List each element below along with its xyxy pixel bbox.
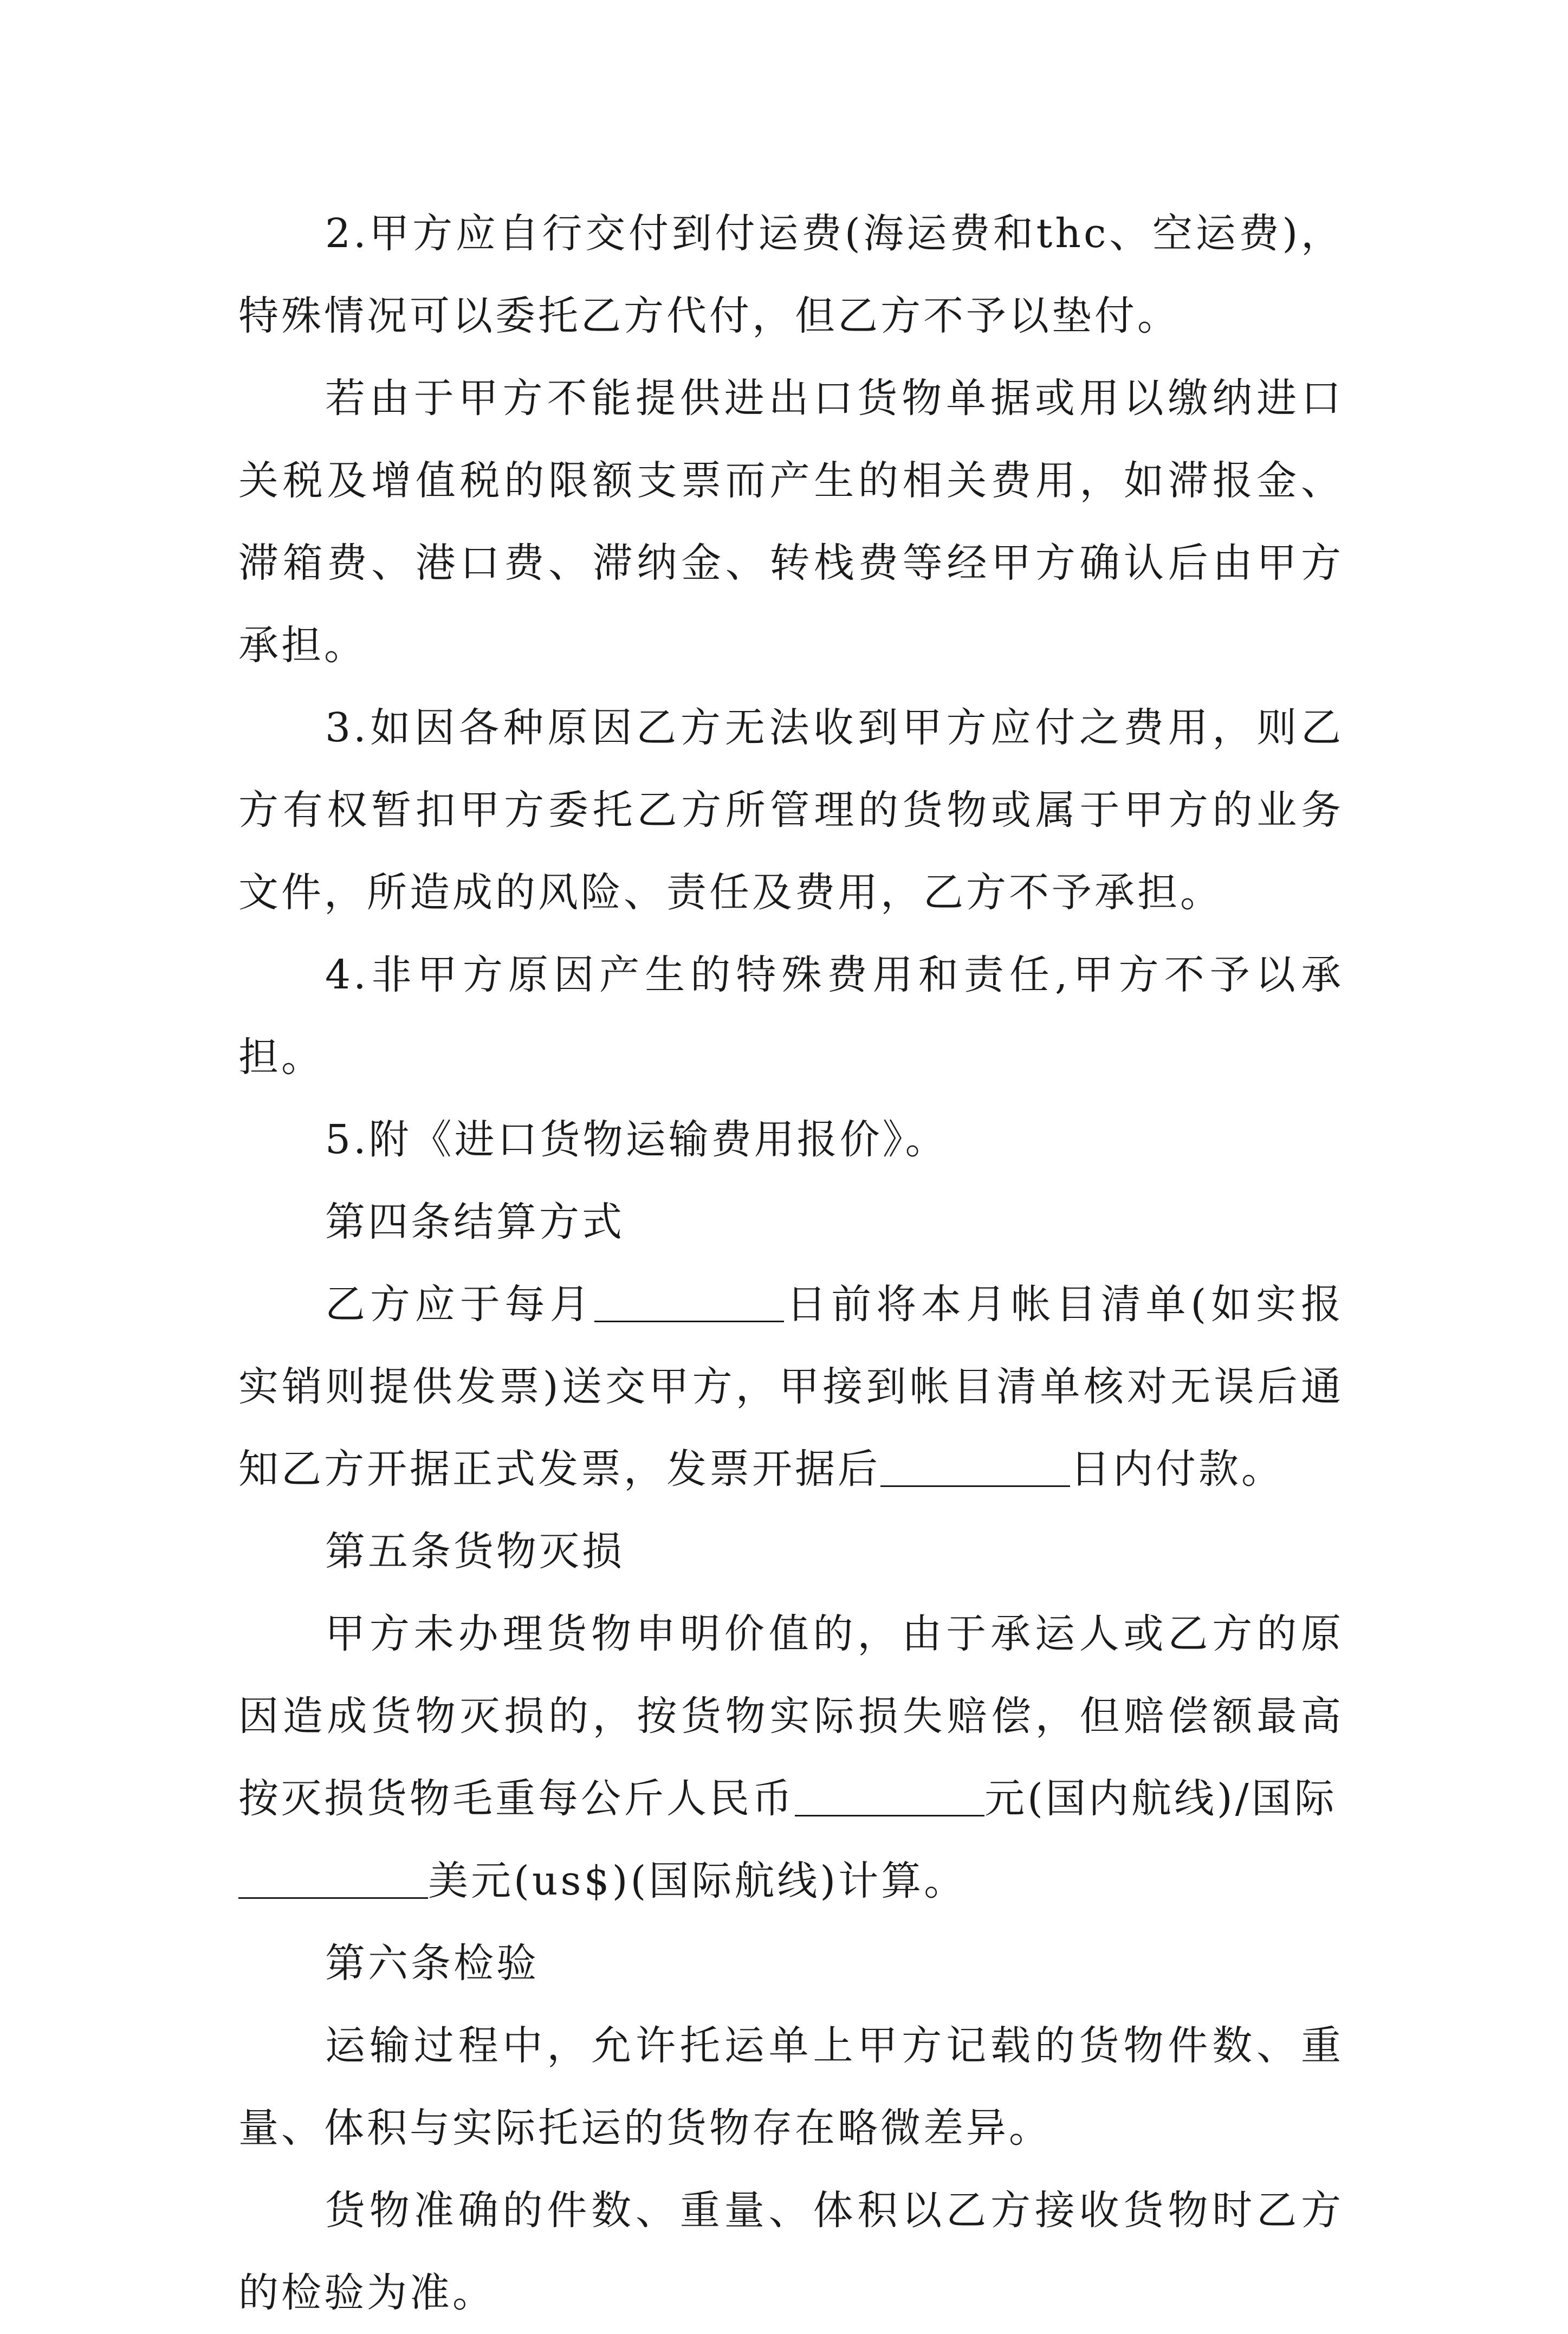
settlement-text-part-3: 日内付款。: [1070, 1446, 1284, 1492]
clause-3-item-3: 3.如因各种原因乙方无法收到甲方应付之费用，则乙方有权暂扣甲方委托乙方所管理的货物或属于甲方的业务文件，所造成的风险、责任及费用，乙方不予承担。: [238, 704, 1344, 916]
article-4-heading: 第四条结算方式: [325, 1199, 625, 1245]
monthly-date-blank: [594, 1284, 784, 1322]
usd-amount-blank: [238, 1860, 428, 1899]
settlement-text-part-1: 乙方应于每月: [325, 1281, 595, 1328]
payment-days-blank: [880, 1449, 1070, 1487]
clause-3-item-2-supplement: 若由于甲方不能提供进出口货物单据或用以缴纳进口关税及增值税的限额支票而产生的相关费用，如滞报金、滞箱费、港口费、滞纳金、转栈费等经甲方确认后由甲方承担。: [238, 375, 1344, 669]
article-5-loss-text: [238, 1593, 1344, 1922]
loss-text-part-1: 甲方未办理货物申明价值的，由于承运人或乙方的原因造成货物灭损的，按货物实际损失赔偿，但赔偿额最高按灭损货物毛重每公斤人民币: [238, 1611, 1344, 1822]
article-6-tolerance-text: 运输过程中，允许托运单上甲方记载的货物件数、重量、体积与实际托运的货物存在略微差异。: [238, 2022, 1344, 2151]
clause-3-item-5: 5.附《进口货物运输费用报价》。: [325, 1116, 948, 1163]
rmb-amount-blank: [795, 1778, 984, 1816]
settlement-text-part-2: 日前将本月帐目清单(如实报实销则提供发票)送交甲方，甲接到帐目清单核对无误后通知乙方开据正式发票，发票开据后: [238, 1281, 1344, 1492]
article-4-settlement-text: [238, 1263, 1344, 1510]
article-6-heading: 第六条检验: [325, 1940, 539, 1987]
clause-3-item-2: 2.甲方应自行交付到付运费(海运费和thc、空运费)，特殊情况可以委托乙方代付，但乙方不予以垫付。: [238, 210, 1344, 339]
clause-3-item-4: 4.非甲方原因产生的特殊费用和责任,甲方不予以承担。: [238, 952, 1344, 1081]
loss-text-part-3: 美元(us$)(国际航线)计算。: [428, 1858, 967, 1904]
article-6-standard-text: 货物准确的件数、重量、体积以乙方接收货物时乙方的检验为准。: [238, 2187, 1344, 2316]
loss-text-part-2: 元(国内航线)/国际: [984, 1775, 1337, 1822]
document-body: [238, 192, 1344, 2334]
article-5-heading: 第五条货物灭损: [325, 1528, 625, 1575]
